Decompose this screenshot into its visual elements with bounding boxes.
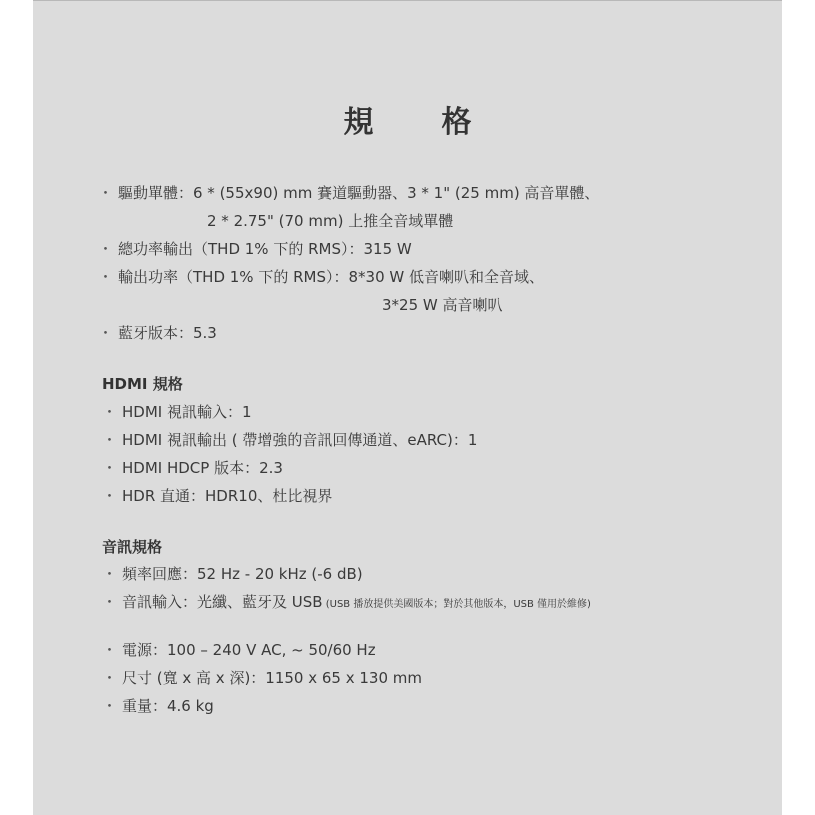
spec-output-power-line2: 3*25 W 高音喇叭 [382,296,503,314]
bullet: ・ [102,593,118,611]
hdmi-item-text: HDMI 視訊輸出 ( 帶增強的音訊回傳通道、eARC)：1 [122,431,478,449]
spec-driver [98,183,599,203]
general-power-text: 電源：100 – 240 V AC, ~ 50/60 Hz [122,641,376,659]
general-dimensions [102,668,422,688]
spec-driver-line2: 2 * 2.75" (70 mm) 上推全音域單體 [207,212,454,230]
bullet: ・ [102,403,118,421]
audio-input-text: 音訊輸入：光纖、藍牙及 USB [122,593,323,611]
hdmi-item-text: HDMI 視訊輸入：1 [122,403,252,421]
spec-driver-line1: 驅動單體：6 * (55x90) mm 賽道驅動器、3 * 1" (25 mm) 高音單體、 [118,184,600,202]
spec-total-power [98,239,412,259]
hdmi-item [102,458,283,478]
general-power [102,640,376,660]
bullet: ・ [102,431,118,449]
bullet: ・ [102,697,118,715]
title-char-2: 格 [441,105,472,140]
spec-panel [33,0,782,815]
page-title [33,97,782,141]
audio-input-note: (USB 播放提供美國版本；對於其他版本，USB 僅用於維修) [322,599,591,610]
bullet: ・ [102,669,118,687]
spec-total-power-text: 總功率輸出（THD 1% 下的 RMS）：315 W [118,240,412,258]
audio-frequency-text: 頻率回應：52 Hz - 20 kHz (-6 dB) [122,565,363,583]
bullet: ・ [102,487,118,505]
audio-frequency [102,564,363,584]
audio-input [102,592,591,615]
hdmi-item [102,430,477,450]
spec-output-power [98,267,544,287]
bullet: ・ [98,240,114,258]
hdmi-item-text: HDMI HDCP 版本：2.3 [122,459,283,477]
hdmi-item-text: HDR 直通：HDR10、杜比視界 [122,487,333,505]
spec-bluetooth [98,323,217,343]
spec-output-power-line1: 輸出功率（THD 1% 下的 RMS）：8*30 W 低音喇叭和全音域、 [118,268,544,286]
spec-bluetooth-text: 藍牙版本：5.3 [118,324,217,342]
audio-heading: 音訊規格 [102,538,163,556]
bullet: ・ [102,641,118,659]
hdmi-heading: HDMI 規格 [102,375,183,393]
general-weight [102,696,214,716]
bullet: ・ [98,268,114,286]
bullet: ・ [98,324,114,342]
bullet: ・ [102,459,118,477]
general-dimensions-text: 尺寸 (寬 x 高 x 深)：1150 x 65 x 130 mm [122,669,423,687]
bullet: ・ [98,184,114,202]
title-char-1: 規 [343,105,374,140]
general-weight-text: 重量：4.6 kg [122,697,214,715]
bullet: ・ [102,565,118,583]
hdmi-item [102,486,332,506]
hdmi-item [102,402,252,422]
